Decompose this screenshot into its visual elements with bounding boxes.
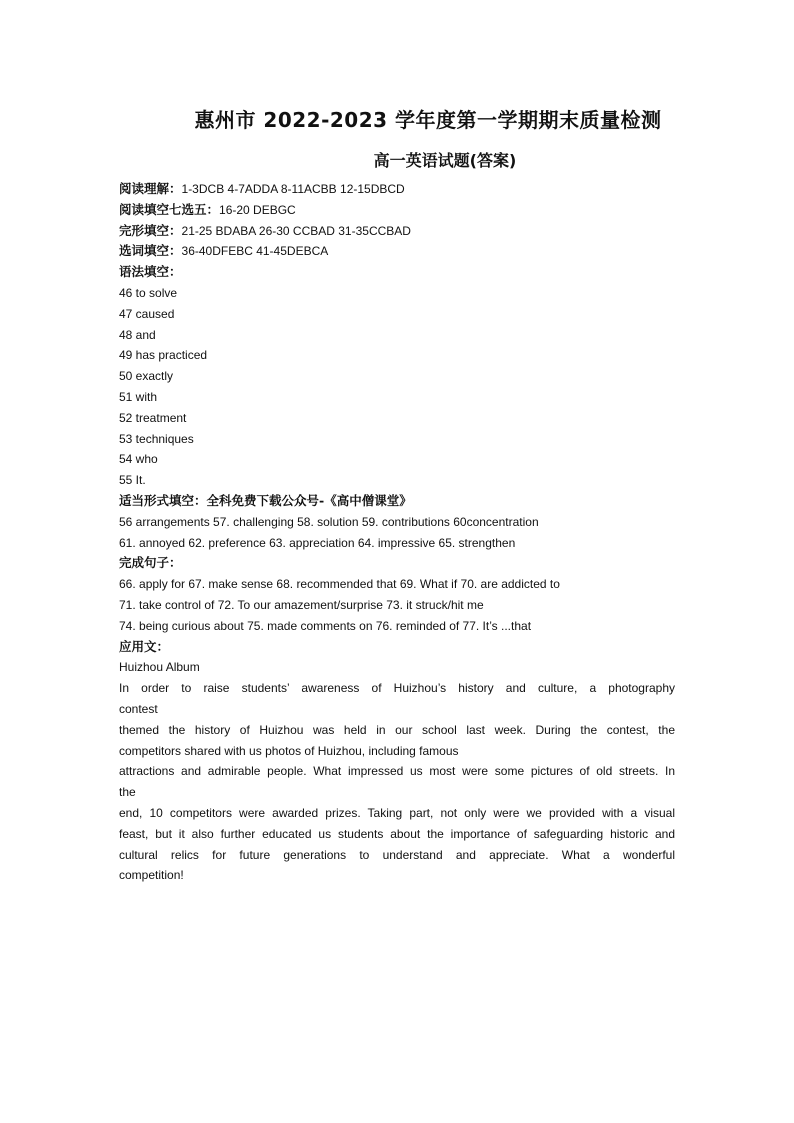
- grammar-item: 52 treatment: [119, 410, 187, 425]
- answer-text: 1-3DCB 4-7ADDA 8-11ACBB 12-15DBCD: [181, 182, 405, 196]
- page-title: 惠州市 2022-2023 学年度第一学期期末质量检测: [194, 108, 662, 132]
- section-label: 选词填空：: [119, 243, 182, 259]
- grammar-item: 48 and: [119, 327, 156, 342]
- writing-line: end, 10 competitors were awarded prizes. Taking part, not only were we provided with a visual: [119, 805, 675, 820]
- grammar-item: 54 who: [119, 452, 158, 467]
- grammar-item: 47 caused: [119, 306, 175, 321]
- sentences-line: 66. apply for 67. make sense 68. recommended that 69. What if 70. are addicted to: [119, 577, 560, 592]
- section-label: 阅读理解：: [119, 181, 182, 196]
- grammar-item: 53 techniques: [119, 431, 194, 446]
- word-choice-answers: [119, 241, 675, 262]
- reading-answers: [119, 179, 675, 200]
- writing-line: cultural relics for future generations to understand and appreciate. What a wonderful: [119, 847, 675, 862]
- answer-text: 36-40DFEBC 41-45DEBCA: [181, 244, 329, 259]
- grammar-item: 55 It.: [119, 473, 146, 488]
- word-form-line: 56 arrangements 57. challenging 58. solution 59. contributions 60concentration: [119, 514, 539, 529]
- word-form-line: 61. annoyed 62. preference 63. appreciation 64. impressive 65. strengthen: [119, 535, 516, 550]
- sentences-line: 74. being curious about 75. made comments on 76. reminded of 77. It’s ...that: [119, 618, 532, 633]
- answer-text: 16-20 DEBGC: [219, 202, 296, 217]
- writing-line: In order to raise students’ awareness of Huizhou’s history and culture, a photography: [119, 681, 675, 696]
- answer-text: 21-25 BDABA 26-30 CCBAD 31-35CCBAD: [181, 223, 411, 238]
- writing-line: feast, but it also further educated us students about the importance of safeguarding historic and: [119, 826, 675, 841]
- word-form-label: 适当形式填空：全科免费下载公众号-《高中僧课堂》: [119, 492, 412, 508]
- section-label: 阅读填空七选五：: [119, 201, 220, 217]
- writing-line: contest: [119, 701, 158, 716]
- sentences-label: 完成句子：: [119, 555, 182, 571]
- writing-line: attractions and admirable people. What impressed us most were some pictures of old streets. In: [119, 764, 675, 779]
- grammar-item: 46 to solve: [119, 285, 178, 300]
- writing-line: the: [119, 785, 136, 800]
- writing-line: competitors shared with us photos of Huizhou, including famous: [119, 743, 459, 758]
- page-subtitle: 高一英语试题(答案): [373, 151, 517, 170]
- answer-content: [119, 179, 675, 886]
- grammar-item: 50 exactly: [119, 369, 174, 384]
- cloze-answers: [119, 221, 675, 242]
- grammar-item: 51 with: [119, 389, 158, 404]
- writing-line: competition!: [119, 868, 184, 883]
- section-label: 完形填空：: [119, 222, 182, 238]
- grammar-item: 49 has practiced: [119, 348, 208, 363]
- writing-label: 应用文：: [119, 638, 170, 654]
- seven-five-answers: [119, 200, 675, 221]
- grammar-label: 语法填空：: [119, 264, 182, 280]
- writing-heading: Huizhou Album: [119, 660, 200, 675]
- writing-line: themed the history of Huizhou was held in our school last week. During the contest, the: [119, 722, 675, 737]
- sentences-line: 71. take control of 72. To our amazement/surprise 73. it struck/hit me: [119, 597, 484, 612]
